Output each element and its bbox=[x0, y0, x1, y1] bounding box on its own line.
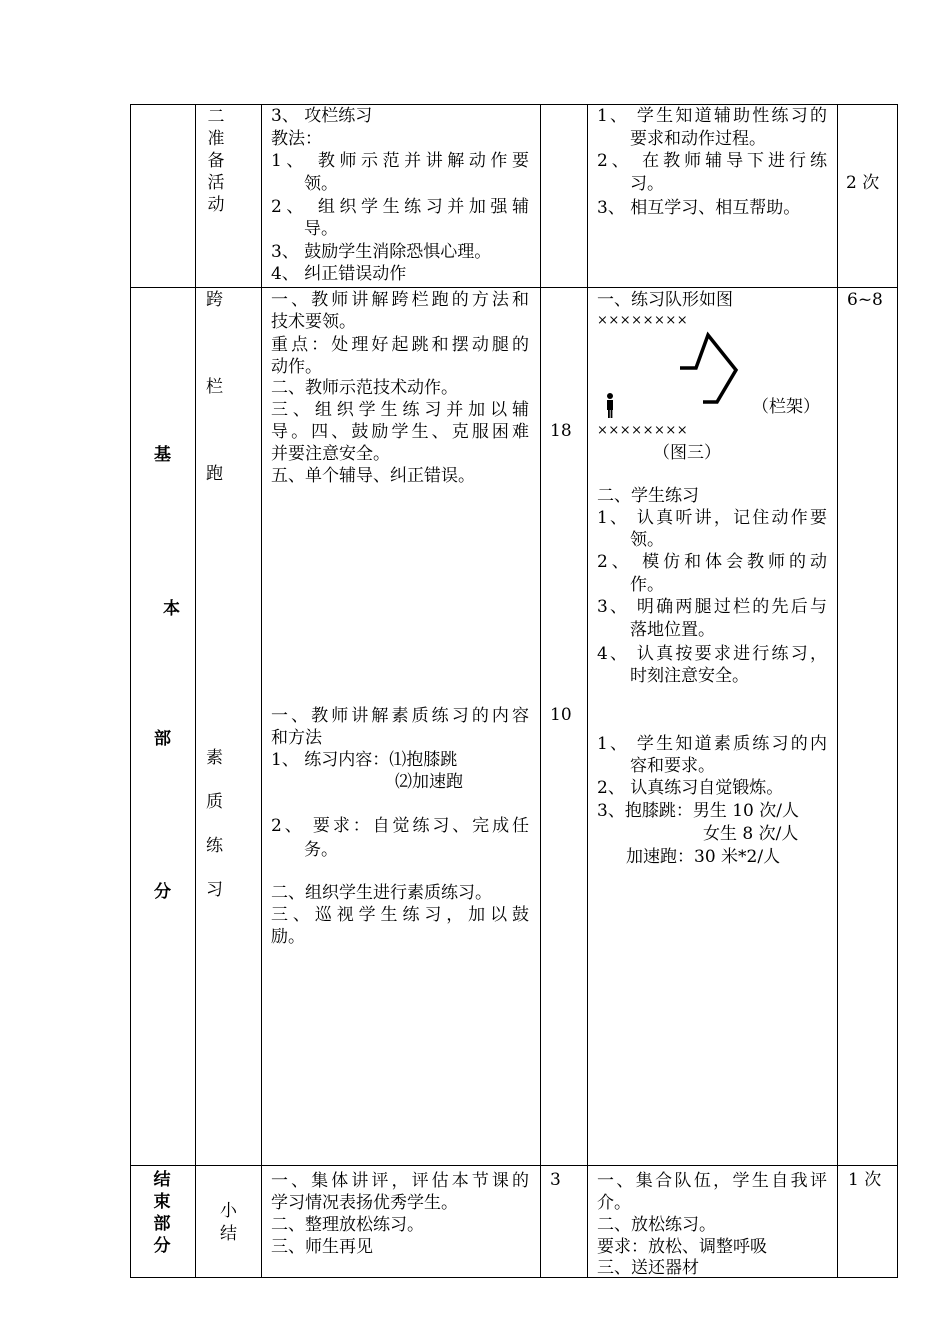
hurdle-count: 6~8 bbox=[847, 290, 883, 310]
col-divider bbox=[540, 105, 541, 1277]
end-time: 3 bbox=[550, 1170, 561, 1190]
teacher-figure-icon bbox=[607, 393, 613, 418]
end-section-label: 结 束 部 分 bbox=[153, 1170, 171, 1256]
hurdle-time: 18 bbox=[550, 421, 572, 441]
col-divider bbox=[837, 105, 838, 1277]
hurdle-figure bbox=[590, 325, 740, 420]
prep-count: 2 次 bbox=[846, 173, 880, 193]
col-divider bbox=[587, 105, 588, 1277]
hurdle-frame-shape bbox=[680, 335, 736, 402]
row-divider bbox=[131, 287, 897, 288]
prep-activity: 二 准 备 活 动 bbox=[207, 107, 225, 215]
col-divider bbox=[195, 105, 196, 1277]
end-count: 1 次 bbox=[848, 1170, 882, 1190]
formation-row-top: ×××××××× bbox=[597, 313, 689, 328]
lesson-plan-table bbox=[130, 104, 898, 1278]
row-divider bbox=[131, 1165, 897, 1166]
quality-time: 10 bbox=[550, 705, 572, 725]
formation-row-bottom: ×××××××× bbox=[597, 423, 689, 438]
col-divider bbox=[261, 105, 262, 1277]
